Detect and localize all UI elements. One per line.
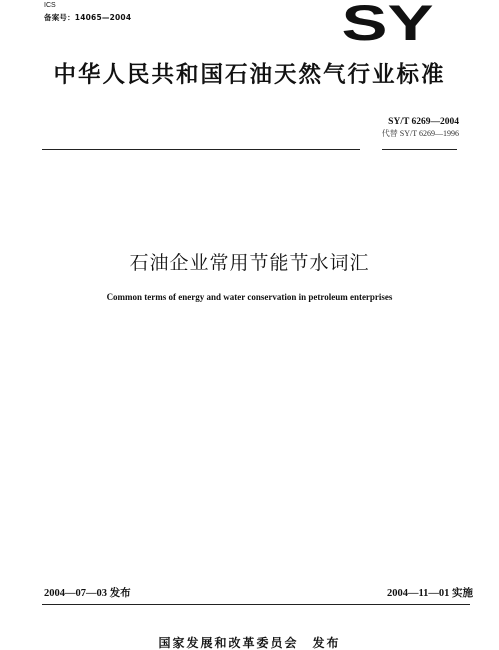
logo-text: SY	[341, 2, 434, 44]
implementation-date: 2004—11—01 实施	[386, 588, 473, 599]
publisher: 国家发展和改革委员会 发布	[158, 636, 341, 650]
record-number: 备案号：14065—2004	[44, 13, 132, 22]
ics-code: ICS	[44, 2, 56, 9]
standard-code: SY/T 6269—2004	[388, 117, 459, 127]
header-rule-right	[382, 149, 457, 150]
header-rule-left	[42, 149, 360, 150]
footer-rule	[42, 604, 470, 605]
replaces-note: 代替 SY/T 6269—1996	[381, 129, 459, 138]
sy-logo	[340, 2, 435, 44]
document-title-cn: 石油企业常用节能节水词汇	[129, 252, 370, 274]
standard-title: 中华人民共和国石油天然气行业标准	[53, 62, 446, 88]
issue-date: 2004—07—03 发布	[44, 588, 131, 599]
document-title-en: Common terms of energy and water conservation in petroleum enterprises	[106, 292, 393, 302]
